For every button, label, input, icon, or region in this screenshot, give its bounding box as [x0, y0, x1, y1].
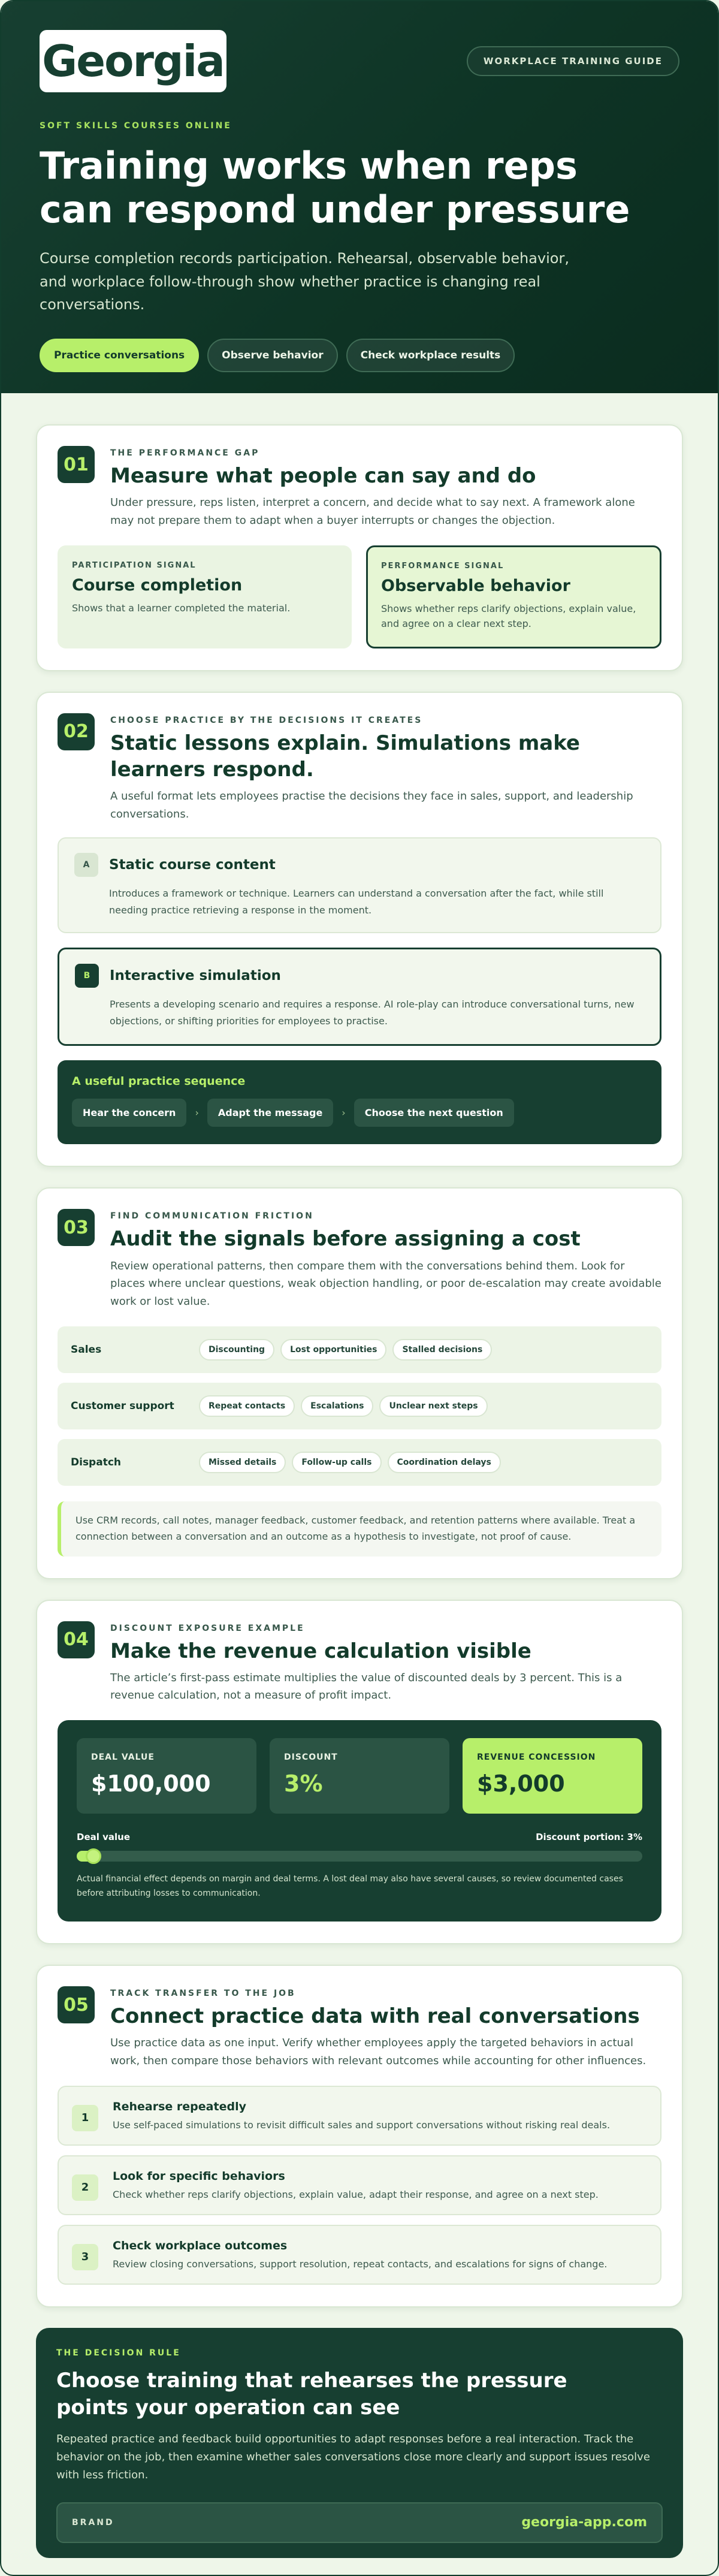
step-title: Rehearse repeatedly — [113, 2100, 246, 2113]
section-description: A useful format lets employees practise the decisions they face in sales, support, and leadership conversations. — [110, 789, 633, 821]
section-description: Review operational patterns, then compare them with the conversations behind them. Look for places where unclear questions, weak objection handling, or poor de-escalation may create avoidable work or lost value. — [110, 1259, 661, 1308]
signal-comparison — [58, 545, 661, 648]
signal-chip: Lost opportunities — [280, 1339, 386, 1361]
calculator-footnote: Actual financial effect depends on margin and deal terms. A lost deal may also have several causes, so review documented cases before attributing losses to communication. — [77, 1874, 623, 1898]
deal-value-tile — [77, 1738, 256, 1814]
guide-badge: WORKPLACE TRAINING GUIDE — [467, 46, 679, 76]
decision-rule-panel — [36, 2328, 683, 2558]
revenue-concession-tile — [463, 1738, 642, 1814]
signal-text: Shows whether reps clarify objections, explain value, and agree on a clear next step. — [381, 602, 636, 630]
step-list — [58, 2086, 661, 2285]
section-description: Under pressure, reps listen, interpret a concern, and decide what to say next. A framework alone may not prepare them to adapt when a buyer interrupts or changes the objection. — [110, 496, 635, 527]
friction-label: Dispatch — [71, 1456, 122, 1468]
section-number: 01 — [58, 446, 95, 483]
sequence-step: Hear the concern — [72, 1099, 186, 1127]
signal-chip: Escalations — [301, 1395, 373, 1417]
step-number: 3 — [72, 2244, 98, 2270]
chevron-right-icon: › — [195, 1107, 199, 1119]
slider-right-label: Discount portion: 3% — [536, 1832, 642, 1843]
step-text: Use self-paced simulations to revisit difficult sales and support conversations without risking real deals. — [113, 2119, 611, 2131]
friction-row-sales — [58, 1326, 661, 1373]
decision-title: Choose training that rehearses the pressure points your operation can see — [56, 2368, 567, 2420]
section-kicker: FIND COMMUNICATION FRICTION — [110, 1211, 314, 1221]
practice-sequence — [58, 1060, 661, 1144]
signal-chip: Repeat contacts — [199, 1395, 295, 1417]
step-item — [58, 2155, 661, 2215]
section-performance-gap — [36, 424, 683, 671]
format-title: Static course content — [109, 857, 276, 873]
practice-conversations-button[interactable]: Practice conversations — [40, 339, 199, 372]
section-kicker: DISCOUNT EXPOSURE EXAMPLE — [110, 1623, 305, 1633]
signal-chip: Missed details — [199, 1452, 286, 1473]
check-workplace-results-button[interactable]: Check workplace results — [346, 339, 515, 372]
participation-signal-card — [58, 545, 352, 648]
section-kicker: CHOOSE PRACTICE BY THE DECISIONS IT CREATES — [110, 715, 423, 725]
step-number: 1 — [72, 2105, 98, 2131]
tile-label: DEAL VALUE — [91, 1752, 155, 1763]
section-title: Measure what people can say and do — [110, 464, 536, 488]
section-kicker: TRACK TRANSFER TO THE JOB — [110, 1989, 296, 1999]
hero-eyebrow: SOFT SKILLS COURSES ONLINE — [40, 121, 232, 131]
decision-kicker: THE DECISION RULE — [56, 2348, 181, 2358]
step-item — [58, 2225, 661, 2285]
step-title: Check workplace outcomes — [113, 2239, 288, 2252]
tile-label: REVENUE CONCESSION — [477, 1752, 596, 1763]
hero-lead: Course completion records participation. Rehearsal, observable behavior, and workplace follow-through show whether practice is changing real conversations. — [40, 250, 569, 313]
brand-logo[interactable] — [40, 30, 226, 92]
section-discount-exposure — [36, 1600, 683, 1945]
section-title: Audit the signals before assigning a cost — [110, 1227, 581, 1251]
signal-title: Observable behavior — [381, 576, 570, 595]
section-title: Connect practice data with real conversations — [110, 2004, 640, 2029]
interactive-simulation-card — [58, 948, 661, 1046]
signal-chip: Discounting — [199, 1339, 274, 1361]
signal-chip: Stalled decisions — [392, 1339, 492, 1361]
slider-handle[interactable] — [86, 1848, 101, 1864]
section-communication-friction — [36, 1187, 683, 1579]
friction-row-customer-support — [58, 1383, 661, 1429]
chevron-right-icon: › — [342, 1107, 346, 1119]
section-number: 02 — [58, 713, 95, 750]
section-track-transfer — [36, 1965, 683, 2307]
section-title: Make the revenue calculation visible — [110, 1639, 531, 1663]
slider-left-label: Deal value — [77, 1832, 131, 1843]
format-text: Presents a developing scenario and requires a response. AI role-play can introduce conversational turns, new objections, or shifting priorities for employees to practise. — [110, 999, 635, 1027]
step-item — [58, 2086, 661, 2146]
friction-label: Sales — [71, 1343, 102, 1356]
cta-row — [40, 339, 679, 372]
friction-row-dispatch — [58, 1439, 661, 1486]
signal-chip: Unclear next steps — [379, 1395, 487, 1417]
decision-text: Repeated practice and feedback build opportunities to adapt responses before a real interaction. Track the behavior on the job, then examine whether sales conversations close more clearly and support issues resolve with less friction. — [56, 2433, 650, 2481]
tile-label: DISCOUNT — [284, 1752, 338, 1763]
tile-value: $100,000 — [91, 1770, 211, 1797]
sequence-step: Choose the next question — [354, 1099, 514, 1127]
signal-title: Course completion — [72, 575, 243, 595]
audit-note: Use CRM records, call notes, manager feedback, customer feedback, and retention patterns where available. Treat a connection between a conversation and an outcome as a hypothesis to investigate, not proof of cause. — [58, 1501, 661, 1557]
brand-bar — [56, 2502, 663, 2543]
topbar — [40, 30, 679, 92]
sequence-title: A useful practice sequence — [72, 1075, 246, 1088]
main-content — [1, 393, 718, 2558]
section-number: 03 — [58, 1209, 95, 1246]
format-text: Introduces a framework or technique. Learners can understand a conversation after the fact, while still needing practice retrieving a response in the moment. — [109, 888, 604, 916]
sequence-step: Adapt the message — [207, 1099, 333, 1127]
step-text: Check whether reps clarify objections, explain value, adapt their response, and agree on a next step. — [113, 2188, 599, 2200]
signal-chip: Coordination delays — [388, 1452, 501, 1473]
format-title: Interactive simulation — [110, 968, 281, 984]
discount-tile — [270, 1738, 449, 1814]
signal-tag: PERFORMANCE SIGNAL — [381, 561, 504, 571]
section-number: 04 — [58, 1621, 95, 1658]
hero-title: Training works when reps can respond under pressure — [40, 144, 630, 232]
discount-slider[interactable] — [77, 1851, 642, 1862]
sequence-steps — [72, 1099, 647, 1127]
signal-tag: PARTICIPATION SIGNAL — [72, 560, 197, 570]
friction-label: Customer support — [71, 1399, 174, 1412]
section-description: The article’s first-pass estimate multiplies the value of discounted deals by 3 percent. This is a revenue calculation, not a measure of profit impact. — [110, 1671, 623, 1702]
section-description: Use practice data as one input. Verify whether employees apply the targeted behaviors in actual work, then compare those behaviors with relevant outcomes while accounting for other influences. — [110, 2037, 647, 2067]
step-title: Look for specific behaviors — [113, 2169, 285, 2183]
logo-text: Georgia — [42, 36, 224, 86]
section-kicker: THE PERFORMANCE GAP — [110, 448, 260, 458]
signal-chip: Follow-up calls — [292, 1452, 381, 1473]
brand-label: BRAND — [72, 2517, 114, 2527]
static-content-card — [58, 837, 661, 933]
step-number: 2 — [72, 2174, 98, 2201]
hero — [1, 1, 718, 393]
friction-table — [58, 1326, 661, 1486]
tile-value: $3,000 — [477, 1770, 565, 1797]
revenue-calculator — [58, 1720, 661, 1922]
brand-link[interactable]: georgia-app.com — [521, 2515, 647, 2530]
format-badge: A — [74, 853, 98, 877]
observe-behavior-button[interactable]: Observe behavior — [207, 339, 337, 372]
section-practice-choice — [36, 692, 683, 1168]
signal-text: Shows that a learner completed the material. — [72, 602, 291, 614]
step-text: Review closing conversations, support resolution, repeat contacts, and escalations for signs of change. — [113, 2258, 608, 2270]
section-number: 05 — [58, 1986, 95, 2023]
format-badge: B — [75, 964, 99, 988]
performance-signal-card — [366, 545, 661, 648]
section-title: Static lessons explain. Simulations make learners respond. — [110, 731, 580, 782]
tile-value: 3% — [284, 1770, 323, 1797]
